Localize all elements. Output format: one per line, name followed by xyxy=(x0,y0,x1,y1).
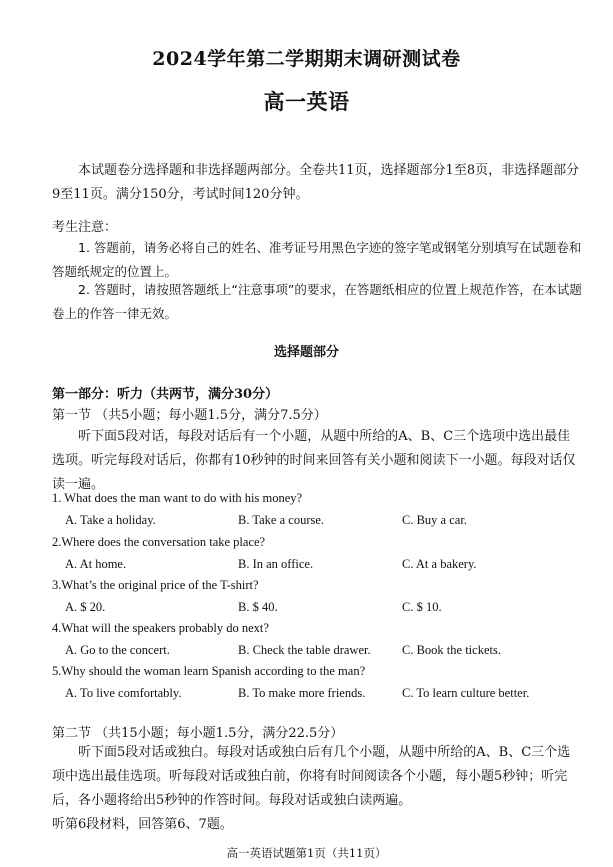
section1-instructions: 听下面5段对话，每段对话后有一个小题，从题中所给的A、B、C三个选项中选出最佳选项。听完每段对话后，你都有10秒钟的时间来回答有关小题和阅读下一小题。每段对话仅读一遍。 xyxy=(52,429,576,492)
question-4-option-c: C. Book the tickets. xyxy=(402,643,501,657)
part1-title: 第一部分：听力（共两节，满分30分） xyxy=(52,387,279,402)
question-4-option-a: A. Go to the concert. xyxy=(65,643,170,657)
question-5-option-b: B. To make more friends. xyxy=(238,686,366,700)
question-3: 3.What’s the original price of the T-shirt? xyxy=(52,578,259,592)
question-3-option-c: C. $ 10. xyxy=(402,600,442,614)
question-3-option-a: A. $ 20. xyxy=(65,600,106,614)
question-4: 4.What will the speakers probably do next? xyxy=(52,621,269,635)
question-5-option-a: A. To live comfortably. xyxy=(65,686,182,700)
page-footer: 高一英语试题第1页（共11页） xyxy=(226,846,387,860)
intro-paragraph: 本试题卷分选择题和非选择题两部分。全卷共11页，选择题部分1至8页，非选择题部分9至11页。满分150分，考试时间120分钟。 xyxy=(52,163,580,202)
question-1: 1. What does the man want to do with his money? xyxy=(52,491,303,505)
notes-heading: 考生注意： xyxy=(52,220,118,235)
question-2-option-b: B. In an office. xyxy=(238,557,314,571)
question-2: 2.Where does the conversation take place? xyxy=(52,535,266,549)
section-title: 选择题部分 xyxy=(273,345,339,360)
exam-title: 2024学年第二学期期末调研测试卷 xyxy=(152,48,461,70)
section2-material: 听第6段材料，回答第6、7题。 xyxy=(52,817,233,832)
section2-title: 第二节 （共15小题；每小题1.5分，满分22.5分） xyxy=(52,726,344,741)
question-1-option-b: B. Take a course. xyxy=(238,513,325,527)
question-2-option-a: A. At home. xyxy=(65,557,127,571)
question-5-option-c: C. To learn culture better. xyxy=(402,686,530,700)
note-item-1: 1. 答题前，请务必将自己的姓名、准考证号用黑色字迹的签字笔或钢笔分别填写在试题卷和答题纸规定的位置上。 xyxy=(52,240,582,279)
exam-subject: 高一英语 xyxy=(263,89,350,114)
note-item-2: 2. 答题时，请按照答题纸上“注意事项”的要求，在答题纸相应的位置上规范作答，在本试题卷上的作答一律无效。 xyxy=(52,282,582,321)
section2-instructions: 听下面5段对话或独白。每段对话或独白后有几个小题，从题中所给的A、B、C三个选项中选出最佳选项。听每段对话或独白前，你将有时间阅读各个小题，每小题5秒钟；听完后，各小题将给出5秒钟的作答时间。每段对话或独白读两遍。 xyxy=(52,745,571,808)
question-1-option-c: C. Buy a car. xyxy=(402,513,467,527)
question-2-option-c: C. At a bakery. xyxy=(402,557,477,571)
question-1-option-a: A. Take a holiday. xyxy=(65,513,156,527)
question-3-option-b: B. $ 40. xyxy=(238,600,278,614)
question-4-option-b: B. Check the table drawer. xyxy=(238,643,371,657)
section1-title: 第一节 （共5小题；每小题1.5分，满分7.5分） xyxy=(52,408,327,423)
question-5: 5.Why should the woman learn Spanish according to the man? xyxy=(52,664,366,678)
